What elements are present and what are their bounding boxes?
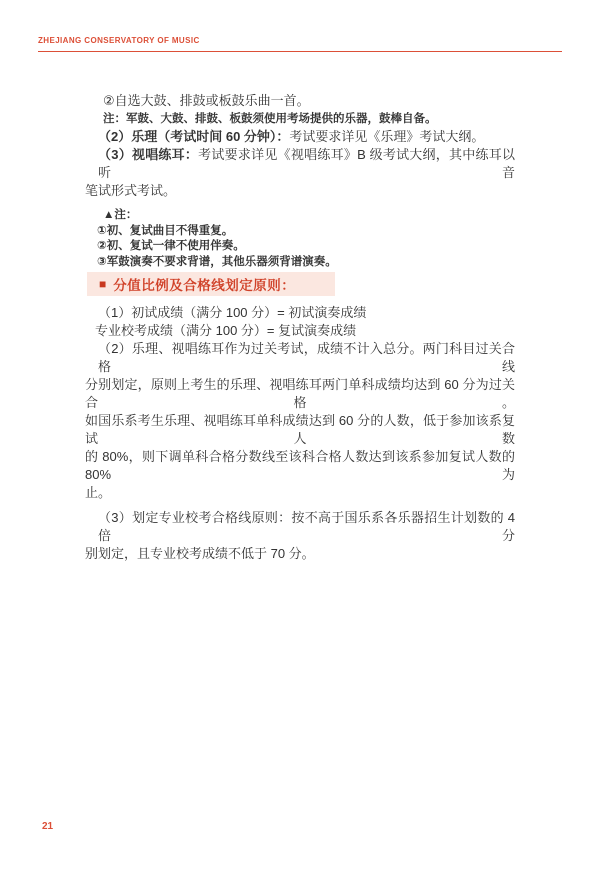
header-divider [38,51,562,52]
section-heading [87,272,335,296]
text-line [85,545,515,563]
text-segment: 考试要求详见《视唱练耳》B 级考试大纲，其中练耳以听音 [98,147,515,180]
text-segment: 注：军鼓、大鼓、排鼓、板鼓须使用考场提供的乐器，鼓棒自备。 [103,113,437,125]
text-line [85,255,515,271]
text-line [85,484,515,502]
text-segment: 别划定，且专业校考成绩不低于 70 分。 [85,546,315,561]
text-line [85,376,515,412]
page-number: 21 [42,821,54,832]
text-segment: （3）视唱练耳： [98,147,199,162]
text-line [85,304,515,322]
text-segment: ▲注： [103,209,138,221]
document-body [85,92,515,563]
text-segment: （2）乐理、视唱练耳作为过关考试，成绩不计入总分。两门科目过关合格线 [98,341,515,374]
scoring-rules-block [85,304,515,563]
text-segment: 如国乐系考生乐理、视唱练耳单科成绩达到 60 分的人数，低于参加该系复试人数 [85,413,515,446]
text-segment: ①初、复试曲目不得重复。 [97,224,234,237]
text-segment: ②自选大鼓、排鼓或板鼓乐曲一首。 [103,93,310,108]
text-line [85,92,515,110]
text-line [85,128,515,146]
text-segment: 止。 [85,485,112,500]
text-line [85,322,515,340]
text-segment: （3）划定专业校考合格线原则：按不高于国乐系各乐器招生计划数的 4 倍分 [98,510,515,543]
text-segment: 的 80%，则下调单科合格分数线至该科合格人数达到该系参加复试人数的 80% 为 [85,449,515,482]
text-segment: 分别划定，原则上考生的乐理、视唱练耳两门单科成绩均达到 60 分为过关合格。 [85,377,515,410]
text-line [85,146,515,182]
text-line [85,340,515,376]
text-line [85,509,515,545]
text-line [85,110,515,128]
text-line [85,182,515,200]
section-heading-label: 分值比例及合格线划定原则： [113,278,296,293]
section-marker-icon: ■ [99,277,107,291]
text-segment: 笔试形式考试。 [85,183,177,198]
text-segment: 专业校考成绩（满分 100 分）= 复试演奏成绩 [95,323,357,338]
text-segment: ③军鼓演奏不要求背谱，其他乐器须背谱演奏。 [97,255,337,268]
text-segment: （1）初试成绩（满分 100 分）= 初试演奏成绩 [98,305,367,320]
text-line [85,412,515,448]
text-segment: ②初、复试一律不使用伴奏。 [97,240,245,252]
text-line [85,239,515,255]
text-line [85,208,515,224]
text-segment: （2）乐理（考试时间 60 分钟）： [98,129,290,144]
text-line [85,448,515,484]
page-header-brand: ZHEJIANG CONSERVATORY OF MUSIC [38,36,200,45]
text-line [85,224,515,240]
exam-requirements-block [85,92,515,270]
text-segment: 考试要求详见《乐理》考试大纲。 [289,129,485,144]
